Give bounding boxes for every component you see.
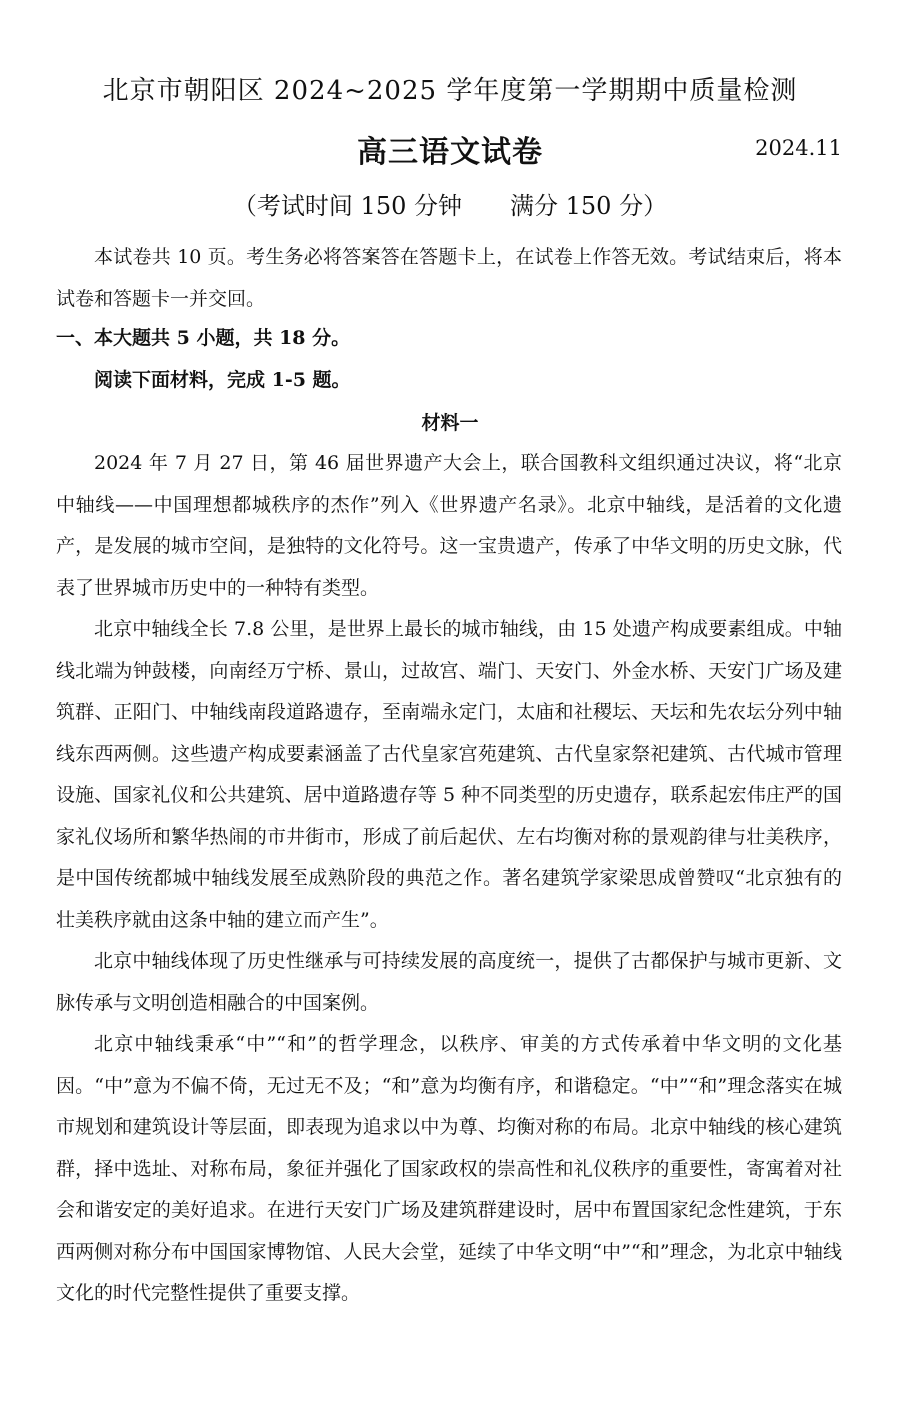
intro-block bbox=[56, 237, 842, 320]
school-title: 北京市朝阳区 2024~2025 学年度第一学期期中质量检测 bbox=[102, 76, 798, 106]
material-paragraph: 北京中轴线体现了历史性继承与可持续发展的高度统一，提供了古都保护与城市更新、文脉传承与文明创造相融合的中国案例。 bbox=[56, 950, 842, 1014]
material-paragraph: 2024 年 7 月 27 日，第 46 届世界遗产大会上，联合国教科文组织通过决议，将“北京中轴线——中国理想都城秩序的杰作”列入《世界遗产名录》。北京中轴线，是活着的文化遗产，是发展的城市空间，是独特的文化符号。这一宝贵遗产，传承了中华文明的历史文脉，代表了世界城市历史中的一种特有类型。 bbox=[56, 452, 842, 599]
paper-date: 2024.11 bbox=[755, 136, 842, 160]
section-instruction: 阅读下面材料，完成 1-5 题。 bbox=[94, 369, 351, 391]
intro-paragraph: 本试卷共 10 页。考生务必将答案答在答题卡上，在试卷上作答无效。考试结束后，将本试卷和答题卡一并交回。 bbox=[56, 246, 842, 310]
material-heading: 材料一 bbox=[421, 412, 479, 434]
material-paragraph: 北京中轴线秉承“中”“和”的哲学理念，以秩序、审美的方式传承着中华文明的文化基因。“中”意为不偏不倚，无过无不及；“和”意为均衡有序，和谐稳定。“中”“和”理念落实在城市规划和建筑设计等层面，即表现为追求以中为尊、均衡对称的布局。北京中轴线的核心建筑群，择中选址、对称布局，象征并强化了国家政权的崇高性和礼仪秩序的重要性，寄寓着对社会和谐安定的美好追求。在进行天安门广场及建筑群建设时，居中布置国家纪念性建筑，于东西两侧对称分布中国国家博物馆、人民大会堂，延续了中华文明“中”“和”理念，为北京中轴线文化的时代完整性提供了重要支撑。 bbox=[56, 1033, 842, 1304]
paper-title: 高三语文试卷 bbox=[357, 135, 543, 170]
exam-time: （考试时间 150 分钟 bbox=[232, 192, 462, 220]
section-heading: 一、本大题共 5 小题，共 18 分。 bbox=[56, 327, 351, 349]
exam-meta bbox=[0, 186, 900, 221]
material-paragraph: 北京中轴线全长 7.8 公里，是世界上最长的城市轴线，由 15 处遗产构成要素组成。中轴线北端为钟鼓楼，向南经万宁桥、景山，过故宫、端门、天安门、外金水桥、天安门广场及建筑群、正阳门、中轴线南段道路遗存，至南端永定门，太庙和社稷坛、天坛和先农坛分列中轴线东西两侧。这些遗产构成要素涵盖了古代皇家宫苑建筑、古代皇家祭祀建筑、古代城市管理设施、国家礼仪和公共建筑、居中道路遗存等 5 种不同类型的历史遗存，联系起宏伟庄严的国家礼仪场所和繁华热闹的市井街市，形成了前后起伏、左右均衡对称的景观韵律与壮美秩序，是中国传统都城中轴线发展至成熟阶段的典范之作。著名建筑学家梁思成曾赞叹“北京独有的壮美秩序就由这条中轴的建立而产生”。 bbox=[56, 618, 842, 931]
material-body bbox=[56, 443, 842, 1315]
full-score: 满分 150 分） bbox=[510, 192, 668, 220]
